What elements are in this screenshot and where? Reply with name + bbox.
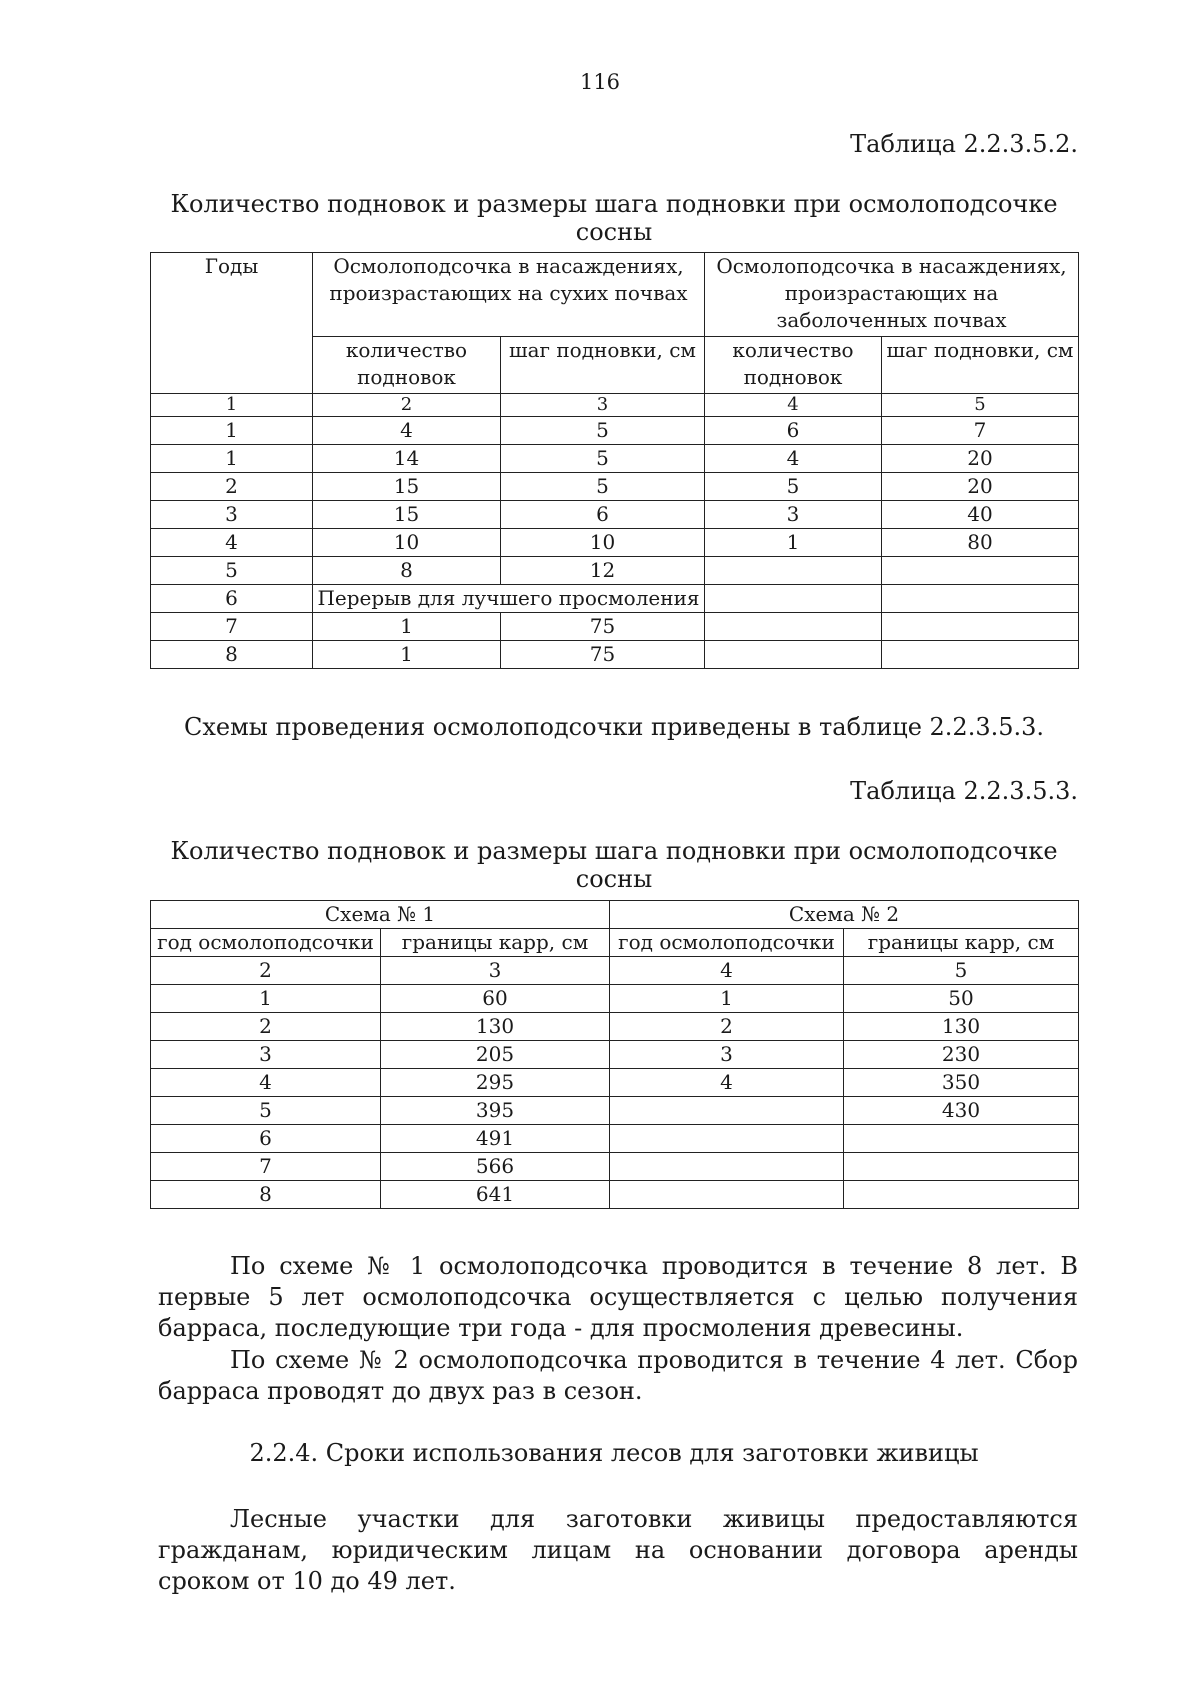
table-cell [705, 613, 882, 641]
table-cell: 395 [381, 1097, 610, 1125]
header-bounds: границы карр, см [381, 929, 610, 957]
table-cell: 5 [501, 445, 705, 473]
header-dry-soils: Осмолоподсочка в насаждениях, произрастающих на сухих почвах [313, 253, 705, 337]
paragraph-lease-terms: Лесные участки для заготовки живицы предоставляются гражданам, юридическим лицам на основании договора аренды сроком от 10 до 49 лет. [158, 1505, 1078, 1595]
table-cell: 60 [381, 985, 610, 1013]
table-row [151, 1069, 1079, 1097]
table-row [151, 501, 1079, 529]
table-cell: 130 [381, 1013, 610, 1041]
table1-label: Таблица 2.2.3.5.2. [850, 130, 1078, 158]
table-row [151, 417, 1079, 445]
table-row [151, 1041, 1079, 1069]
table-cell: 1 [151, 417, 313, 445]
page-number: 116 [579, 70, 621, 94]
table-cell: 1 [313, 613, 501, 641]
table-cell [610, 1153, 844, 1181]
table-cell: 10 [501, 529, 705, 557]
table-cell: 1 [151, 445, 313, 473]
table-cell: 5 [882, 394, 1079, 417]
table-row [151, 985, 1079, 1013]
table-cell: 491 [381, 1125, 610, 1153]
table-cell: 1 [151, 985, 381, 1013]
table-tapping-schemes [150, 900, 1079, 1209]
table-cell: 1 [610, 985, 844, 1013]
table-cell: 75 [501, 641, 705, 669]
header-years: Годы [151, 253, 313, 394]
table-cell: 4 [313, 417, 501, 445]
table-row [151, 1125, 1079, 1153]
table-cell: 4 [610, 1069, 844, 1097]
table-cell: 1 [705, 529, 882, 557]
table-cell: 8 [151, 641, 313, 669]
header-wet-soils: Осмолоподсочка в насаждениях, произрастающих на заболоченных почвах [705, 253, 1079, 337]
header-year: год осмолоподсочки [610, 929, 844, 957]
table-row [151, 613, 1079, 641]
table-cell: 4 [705, 445, 882, 473]
table-cell: 20 [882, 473, 1079, 501]
table-cell: 6 [151, 1125, 381, 1153]
header-bounds: границы карр, см [844, 929, 1079, 957]
table-cell: 7 [151, 613, 313, 641]
table-cell: 15 [313, 501, 501, 529]
table-cell: 205 [381, 1041, 610, 1069]
table-row [151, 445, 1079, 473]
table-cell: 3 [610, 1041, 844, 1069]
table-cell: 2 [151, 957, 381, 985]
table-row [151, 529, 1079, 557]
table-cell: 20 [882, 445, 1079, 473]
table-cell: 1 [151, 394, 313, 417]
table-cell: 2 [151, 473, 313, 501]
header-dry-count: количество подновок [313, 337, 501, 394]
header-scheme-1: Схема № 1 [151, 901, 610, 929]
paragraph-scheme-2: По схеме № 2 осмолоподсочка проводится в течение 4 лет. Сбор барраса проводят до двух раз в сезон. [158, 1346, 1078, 1405]
table-row [151, 1097, 1079, 1125]
table-cell: 4 [151, 529, 313, 557]
table-cell: 5 [501, 417, 705, 445]
header-wet-step: шаг подновки, см [882, 337, 1079, 394]
table-cell [882, 613, 1079, 641]
table-row [151, 641, 1079, 669]
header-wet-count: количество подновок [705, 337, 882, 394]
table-cell: 430 [844, 1097, 1079, 1125]
table-cell: 295 [381, 1069, 610, 1097]
table-cell: 2 [151, 1013, 381, 1041]
table-resin-tapping-refreshes [150, 252, 1079, 669]
table-row [151, 929, 1079, 957]
table-cell: 15 [313, 473, 501, 501]
table-numbering-row [151, 957, 1079, 985]
table-cell: 12 [501, 557, 705, 585]
table-cell: 2 [313, 394, 501, 417]
table-cell [705, 557, 882, 585]
table-cell: 8 [313, 557, 501, 585]
table-cell [844, 1125, 1079, 1153]
table-cell: 5 [151, 1097, 381, 1125]
header-year: год осмолоподсочки [151, 929, 381, 957]
table-cell: 3 [381, 957, 610, 985]
table-cell [610, 1097, 844, 1125]
table1-title: Количество подновок и размеры шага подновки при осмолоподсочке сосны [170, 190, 1058, 246]
table-cell: 6 [705, 417, 882, 445]
table-row [151, 473, 1079, 501]
table-cell: 4 [151, 1069, 381, 1097]
table-row [151, 557, 1079, 585]
table-cell: 40 [882, 501, 1079, 529]
table-cell: 5 [151, 557, 313, 585]
table-cell [844, 1181, 1079, 1209]
table-cell [705, 585, 882, 613]
table-cell: 6 [501, 501, 705, 529]
table-cell: 1 [313, 641, 501, 669]
table-cell-break-note: Перерыв для лучшего просмоления [313, 585, 705, 613]
table-cell: 7 [151, 1153, 381, 1181]
table-cell [705, 641, 882, 669]
table-cell: 6 [151, 585, 313, 613]
table-cell: 4 [610, 957, 844, 985]
table-cell: 50 [844, 985, 1079, 1013]
table-cell: 566 [381, 1153, 610, 1181]
table-cell: 3 [501, 394, 705, 417]
table2-label: Таблица 2.2.3.5.3. [850, 777, 1078, 805]
header-scheme-2: Схема № 2 [610, 901, 1079, 929]
table-row [151, 1153, 1079, 1181]
table-cell [882, 557, 1079, 585]
table-cell: 3 [705, 501, 882, 529]
table-cell: 4 [705, 394, 882, 417]
table-cell: 5 [705, 473, 882, 501]
header-dry-step: шаг подновки, см [501, 337, 705, 394]
table-cell [882, 585, 1079, 613]
table-cell: 10 [313, 529, 501, 557]
paragraph-scheme-1: По схеме № 1 осмолоподсочка проводится в течение 8 лет. В первые 5 лет осмолоподсочка осуществляется с целью получения барраса, последующие три года - для просмоления древесины. [158, 1252, 1078, 1342]
table-cell: 7 [882, 417, 1079, 445]
table-numbering-row [151, 394, 1079, 417]
table-cell [882, 641, 1079, 669]
table-cell: 5 [501, 473, 705, 501]
table-cell: 3 [151, 501, 313, 529]
table-cell: 80 [882, 529, 1079, 557]
table-cell: 2 [610, 1013, 844, 1041]
table-row [151, 901, 1079, 929]
section-heading: 2.2.4. Сроки использования лесов для заготовки живицы [249, 1439, 979, 1467]
table-cell [844, 1153, 1079, 1181]
table-cell: 8 [151, 1181, 381, 1209]
table-row [151, 585, 1079, 613]
table-cell: 641 [381, 1181, 610, 1209]
table-cell [610, 1181, 844, 1209]
table-row [151, 1181, 1079, 1209]
table-cell: 14 [313, 445, 501, 473]
table-cell: 3 [151, 1041, 381, 1069]
table-cell [610, 1125, 844, 1153]
table-cell: 75 [501, 613, 705, 641]
table-cell: 130 [844, 1013, 1079, 1041]
schemes-reference-text: Схемы проведения осмолоподсочки приведены в таблице 2.2.3.5.3. [183, 713, 1045, 741]
table-cell: 5 [844, 957, 1079, 985]
table2-title: Количество подновок и размеры шага подновки при осмолоподсочке сосны [170, 837, 1058, 893]
table-cell: 230 [844, 1041, 1079, 1069]
table-cell: 350 [844, 1069, 1079, 1097]
table-row [151, 1013, 1079, 1041]
